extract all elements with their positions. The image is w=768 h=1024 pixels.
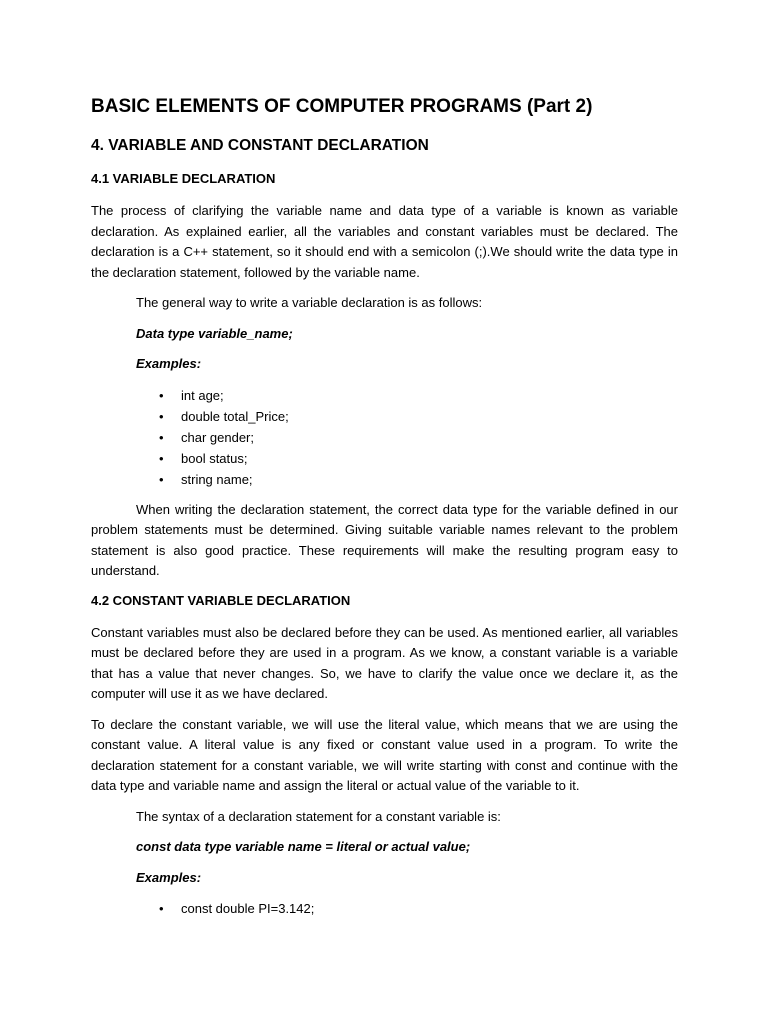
syntax-intro-text: The syntax of a declaration statement for a constant variable is:: [136, 808, 501, 824]
bullet-icon: •: [159, 408, 164, 424]
variable-examples-list: [91, 385, 678, 490]
bullet-icon: •: [159, 387, 164, 403]
examples-label-2: Examples:: [136, 869, 202, 885]
section-4-1-heading: 4.1 VARIABLE DECLARATION: [91, 171, 276, 186]
list-item: • double total_Price;: [159, 406, 678, 427]
document-title: BASIC ELEMENTS OF COMPUTER PROGRAMS (Part 2): [91, 96, 593, 117]
list-item: • string name;: [159, 469, 678, 490]
bullet-icon: •: [159, 429, 164, 445]
general-way-text: The general way to write a variable declaration is as follows:: [136, 295, 483, 310]
list-item: • int age;: [159, 385, 678, 406]
section-4-1-paragraph-2: When writing the declaration statement, the correct data type for the variable defined in our problem statements must be determined. Giving suitable variable names relevant to the problem statement is also good practice. These requirements will make the resulting program easy to understand.: [91, 501, 678, 578]
section-4-heading: 4. VARIABLE AND CONSTANT DECLARATION: [91, 137, 429, 154]
bullet-icon: •: [159, 901, 164, 916]
list-item: • bool status;: [159, 448, 678, 469]
bullet-icon: •: [159, 450, 164, 466]
constant-examples-list: [91, 898, 678, 919]
section-4-1-paragraph-1: The process of clarifying the variable name and data type of a variable is known as variable declaration. As explained earlier, all the variables and constant variables must be declared. The declaration is a C++ statement, so it should end with a semicolon (;).We should write the data type in the declaration statement, followed by the variable name.: [91, 203, 678, 280]
examples-label-1: Examples:: [136, 356, 202, 371]
constant-syntax: const data type variable name = literal or actual value;: [136, 839, 471, 854]
list-item: • const double PI=3.142;: [159, 898, 678, 919]
section-4-2-paragraph-2: To declare the constant variable, we will use the literal value, which means that we are using the constant value. A literal value is any fixed or constant value used in a program. To write the declaration statement for a constant variable, we will write starting with const and continue with the data type and variable name and assign the literal or actual value of the variable to it.: [91, 716, 678, 793]
bullet-icon: •: [159, 471, 164, 487]
section-4-2-paragraph-1: Constant variables must also be declared before they can be used. As mentioned earlier, all variables must be declared before they are used in a program. As we know, a constant variable is a variable that has a value that never changes. So, we have to clarify the value once we declare it, as the computer will use it as we have declared.: [91, 624, 678, 701]
list-item: • char gender;: [159, 427, 678, 448]
variable-syntax: Data type variable_name;: [136, 325, 293, 341]
section-4-2-heading: 4.2 CONSTANT VARIABLE DECLARATION: [91, 592, 351, 608]
